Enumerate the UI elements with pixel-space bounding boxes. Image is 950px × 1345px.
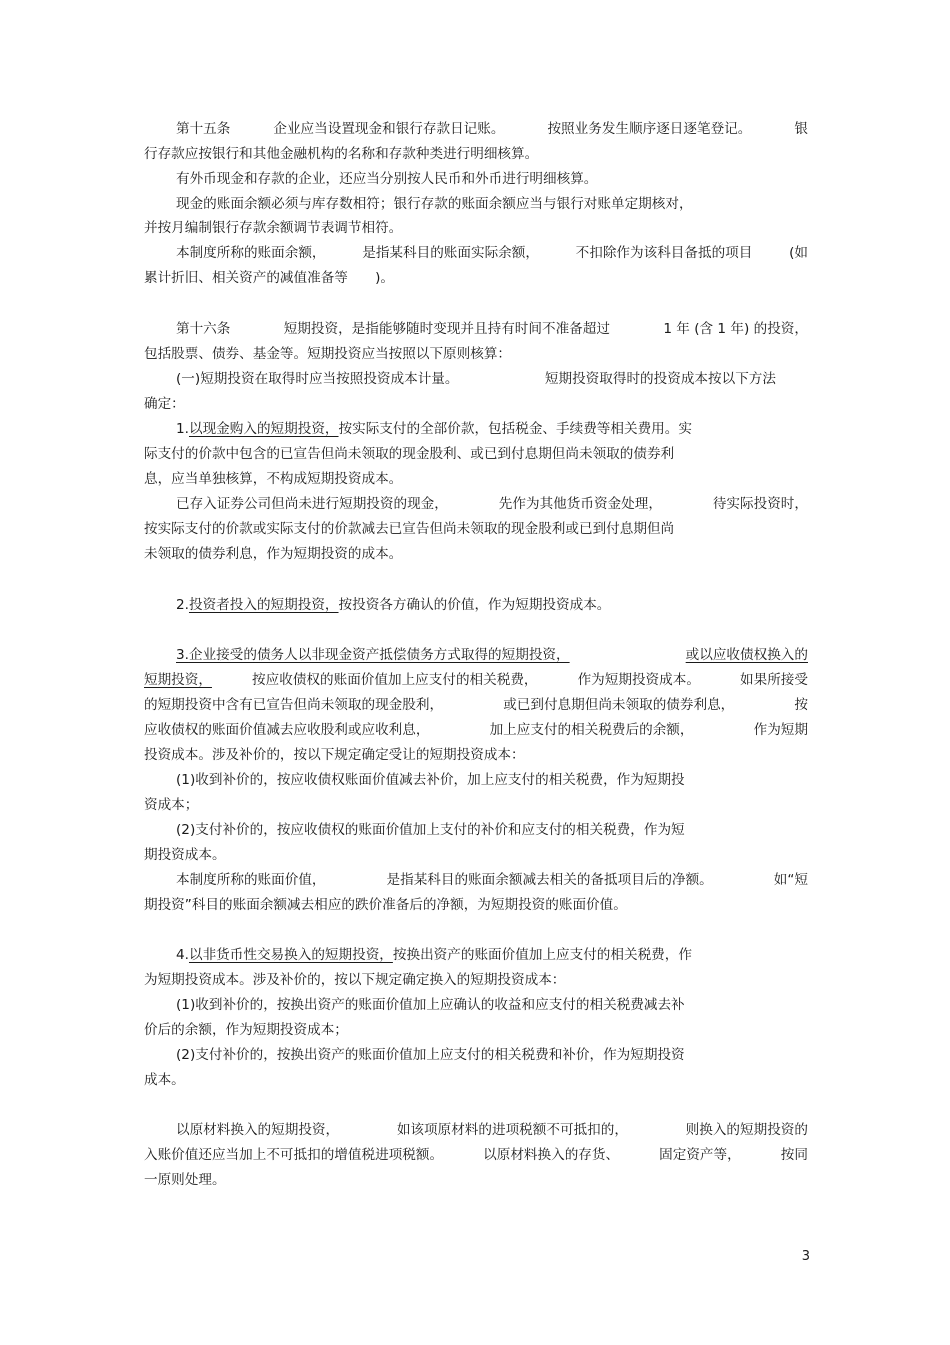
- item1-line3: 息，应当单独核算，不构成短期投资成本。: [144, 471, 403, 487]
- item3-sub1-line1: (1)收到补价的，按应收债权账面价值减去补价，加上应支付的相关税费，作为短期投: [176, 772, 685, 788]
- item3-line5: 投资成本。涉及补价的，按以下规定确定受让的短期投资成本：: [144, 747, 525, 763]
- item1-line6: 未领取的债券利息，作为短期投资的成本。: [144, 546, 403, 562]
- item3-line4: 应收债权的账面价值减去应收股利或应收利息， 加上应支付的相关税费后的余额， 作为短期: [144, 722, 808, 738]
- item3-def-line1: 本制度所称的账面价值， 是指某科目的账面余额减去相关的备抵项目后的净额。 如“短: [176, 872, 808, 888]
- article15-line2: 行存款应按银行和其他金融机构的名称和存款种类进行明细核算。: [144, 146, 539, 162]
- item3-sub1-line2: 资成本；: [144, 797, 199, 813]
- item2-line1: 2.投资者投入的短期投资，按投资各方确认的价值，作为短期投资成本。: [176, 597, 611, 613]
- item3-def-line2: 期投资”科目的账面余额减去相应的跌价准备后的净额，为短期投资的账面价值。: [144, 897, 627, 913]
- item3-heading: 企业接受的债务人以非现金资产抵偿债务方式取得的短期投资，: [188, 647, 570, 663]
- article15-line4: 现金的账面余额必须与库存数相符；银行存款的账面余额应当与银行对账单定期核对，: [176, 196, 693, 212]
- article16-line3: (一)短期投资在取得时应当按照投资成本计量。 短期投资取得时的投资成本按以下方法: [176, 371, 776, 387]
- item4-sub2-line1: (2)支付补价的，按换出资产的账面价值加上应支付的相关税费和补价，作为短期投资: [176, 1047, 685, 1063]
- raw-material-line2: 入账价值还应当加上不可抵扣的增值税进项税额。 以原材料换入的存货、 固定资产等， 按同: [144, 1147, 808, 1163]
- item1-line4: 已存入证券公司但尚未进行短期投资的现金， 先作为其他货币资金处理， 待实际投资时，: [176, 496, 808, 512]
- item3-line2: 短期投资， 按应收债权的账面价值加上应支付的相关税费， 作为短期投资成本。 如果所接受: [144, 672, 808, 688]
- page-number: 3: [801, 1249, 810, 1264]
- article15-line6: 本制度所称的账面余额， 是指某科目的账面实际余额， 不扣除作为该科目备抵的项目 (如: [176, 245, 808, 261]
- item1-line5: 按实际支付的价款或实际支付的价款减去已宣告但尚未领取的现金股利或已到付息期但尚: [144, 521, 675, 537]
- article15-label: 第十五条: [176, 121, 231, 137]
- raw-material-line3: 一原则处理。: [144, 1172, 226, 1188]
- article16-label: 第十六条: [176, 321, 231, 337]
- item4-heading: 以非货币性交易换入的短期投资，: [188, 947, 393, 963]
- item4-line2: 为短期投资成本。涉及补价的，按以下规定确定换入的短期投资成本：: [144, 972, 566, 988]
- item3-sub2-line1: (2)支付补价的，按应收债权的账面价值加上支付的补价和应支付的相关税费，作为短: [176, 822, 685, 838]
- item3-sub2-line2: 期投资成本。: [144, 847, 226, 863]
- item4-sub2-line2: 成本。: [144, 1072, 185, 1088]
- item1-heading: 以现金购入的短期投资，: [188, 421, 339, 437]
- article15-line7: 累计折旧、相关资产的减值准备等 )。: [144, 270, 394, 286]
- article15-line1: 第十五条 企业应当设置现金和银行存款日记账。 按照业务发生顺序逐日逐笔登记。 银: [176, 121, 808, 137]
- article16-line2: 包括股票、债券、基金等。短期投资应当按照以下原则核算：: [144, 346, 512, 362]
- item1-line1: 1.以现金购入的短期投资，按实际支付的全部价款，包括税金、手续费等相关费用。实: [176, 421, 692, 437]
- item3-line1: 3.企业接受的债务人以非现金资产抵偿债务方式取得的短期投资， 或以应收债权换入的: [176, 647, 808, 663]
- item4-sub1-line2: 价后的余额，作为短期投资成本；: [144, 1022, 348, 1038]
- article15-line3: 有外币现金和存款的企业，还应当分别按人民币和外币进行明细核算。: [176, 171, 598, 187]
- raw-material-line1: 以原材料换入的短期投资， 如该项原材料的进项税额不可抵扣的， 则换入的短期投资的: [176, 1122, 808, 1138]
- item3-line3: 的短期投资中含有已宣告但尚未领取的现金股利， 或已到付息期但尚未领取的债券利息， 按: [144, 697, 808, 713]
- article16-line4: 确定：: [144, 396, 185, 412]
- item2-heading: 投资者投入的短期投资，: [188, 597, 339, 613]
- item1-line2: 际支付的价款中包含的已宣告但尚未领取的现金股利、或已到付息期但尚未领取的债券利: [144, 446, 675, 462]
- item4-line1: 4.以非货币性交易换入的短期投资，按换出资产的账面价值加上应支付的相关税费，作: [176, 947, 692, 963]
- article15-line5: 并按月编制银行存款余额调节表调节相符。: [144, 220, 403, 236]
- item4-sub1-line1: (1)收到补价的，按换出资产的账面价值加上应确认的收益和应支付的相关税费减去补: [176, 997, 685, 1013]
- article16-line1: 第十六条 短期投资，是指能够随时变现并且持有时间不准备超过 1 年 (含 1 年) 的投资，: [176, 321, 808, 337]
